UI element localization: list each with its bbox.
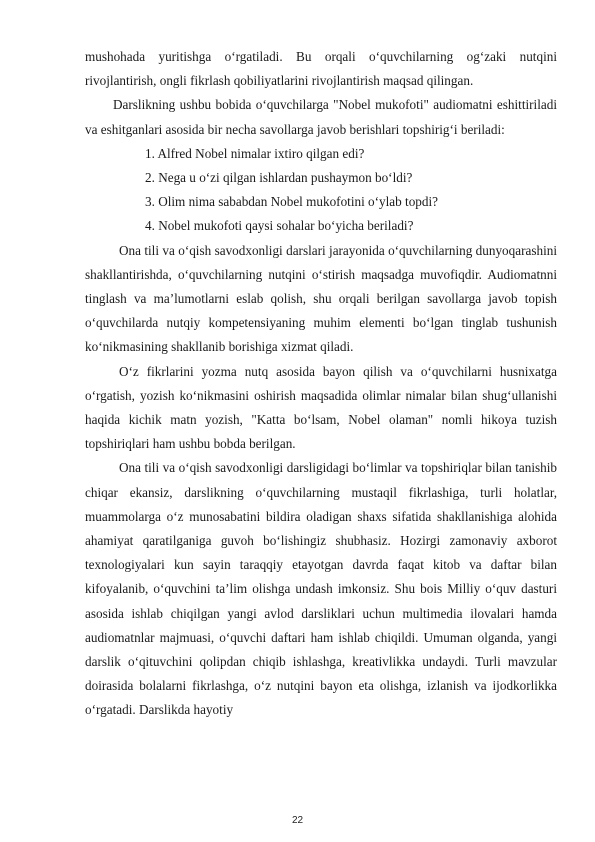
paragraph-textbook-features: Ona tili va o‘qish savodxonligi darsligidagi bo‘limlar va topshiriqlar bilan tanishib chiqar ekansiz, darslikning o‘quvchilarning mustaqil fikrlashiga, turli holatlar, muammolarga o‘z munosabatini bildira oladigan shaxs sifatida shakllanishiga alohida ahamiyat qaratilganiga guvoh bo‘lishingiz shubhasiz. Hozirgi zamonaviy axborot texnologiyalari kun sayin taraqqiy etayotgan davrda faqat kitob va daftar bilan kifoyalanib, o‘quvchini ta’lim olishga undash imkonsiz. Shu bois Milliy o‘quv dasturi asosida ishlab chiqilgan yangi avlod darsliklari uchun multimedia ilovalari hamda audiomatnlar majmuasi, o‘quvchi daftari ham ishlab chiqildi. Umuman olganda, yangi darslik o‘qituvchini qolipdan chiqib ishlashga, kreativlikka undaydi. Turli mavzular doirasida bolalarni fikrlashga, o‘z nutqini bayon eta olishga, izlanish va ijodkorlikka o‘rgatadi. Darslikda hayotiy (85, 460, 557, 718)
question-list (85, 142, 557, 239)
paragraph-listening-skills: Ona tili va o‘qish savodxonligi darslari jarayonida o‘quvchilarning dunyoqarashini shakllantirishda, o‘quvchilarning nutqini o‘stirish maqsadga muvofiqdir. Audiomatnni tinglash va ma’lumotlarni eslab qolish, shu orqali berilgan savollarga javob topish o‘quvchilarda nutqiy kompetensiyaning muhim elementi bo‘lgan tinglab tushunish ko‘nikmasining shakllanib borishiga xizmat qiladi. (85, 242, 557, 355)
question-item: 3. Olim nima sababdan Nobel mukofotini o‘ylab topdi? (145, 194, 439, 210)
page-number: 22 (291, 815, 304, 826)
paragraph-assignment-intro: Darslikning ushbu bobida o‘quvchilarga "Nobel mukofoti" audiomatni eshittiriladi va eshitganlari asosida bir necha savollarga javob berishlari topshirig‘i beriladi: (85, 97, 557, 137)
document-body (85, 45, 557, 723)
question-item: 4. Nobel mukofoti qaysi sohalar bo‘yicha beriladi? (145, 218, 414, 234)
question-item: 2. Nega u o‘zi qilgan ishlardan pushaymon bo‘ldi? (145, 170, 413, 186)
paragraph-writing-tasks: O‘z fikrlarini yozma nutq asosida bayon qilish va o‘quvchilarni husnixatga o‘rgatish, yozish ko‘nikmasini oshirish maqsadida olimlar nimalar bilan shug‘ullanishi haqida kichik matn yozish, "Katta bo‘lsam, Nobel olaman" nomli hikoya tuzish topshiriqlari ham ushbu bobda berilgan. (85, 363, 557, 452)
question-item: 1. Alfred Nobel nimalar ixtiro qilgan edi? (145, 145, 365, 161)
paragraph-continuation: mushohada yuritishga o‘rgatiladi. Bu orqali o‘quvchilarning og‘zaki nutqini rivojlantirish, ongli fikrlash qobiliyatlarini rivojlantirish maqsad qilingan. (85, 49, 557, 89)
